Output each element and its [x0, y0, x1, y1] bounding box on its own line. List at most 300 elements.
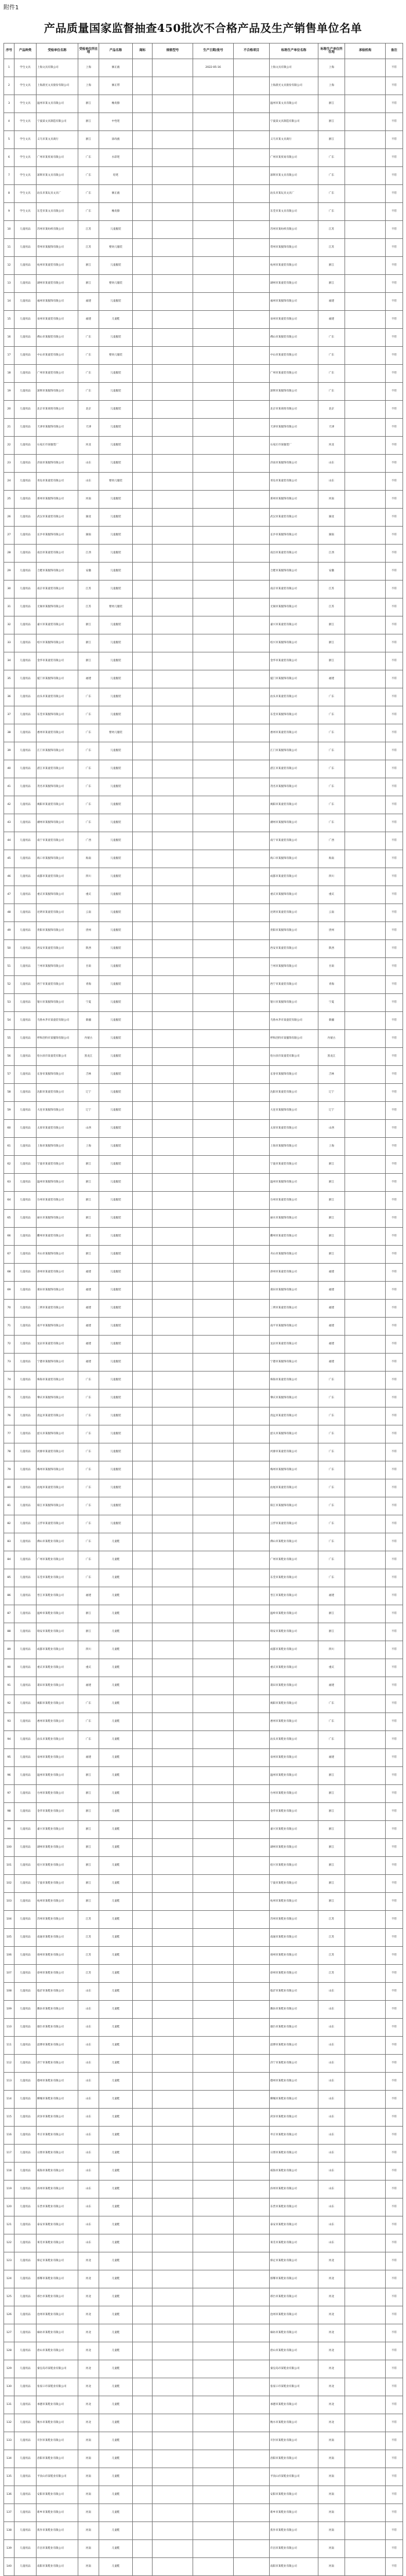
- table-cell: 儿童用品: [14, 275, 37, 293]
- table-cell: [133, 2432, 153, 2450]
- table-cell: [193, 167, 234, 185]
- table-cell: 不符: [386, 2163, 403, 2180]
- table-cell: 广东: [318, 1731, 345, 1749]
- table-cell: 惠州市某鞋业有限公司: [270, 1713, 318, 1731]
- table-cell: 78: [4, 1443, 14, 1461]
- table-cell: 46: [4, 868, 14, 886]
- table-cell: 不符: [386, 113, 403, 131]
- table-cell: 不符: [386, 2432, 403, 2450]
- table-cell: 儿童服装: [99, 616, 133, 634]
- table-row: [4, 1120, 403, 1138]
- table-row: [4, 2288, 403, 2306]
- table-cell: 浙江: [318, 652, 345, 670]
- table-cell: [345, 1965, 386, 1983]
- table-cell: 河南: [318, 2558, 345, 2576]
- table-row: [4, 1623, 403, 1641]
- table-cell: 江苏: [318, 1929, 345, 1947]
- table-cell: [133, 2091, 153, 2109]
- table-cell: [234, 1479, 270, 1497]
- table-cell: [133, 1210, 153, 1228]
- table-cell: 汕头市某鞋业有限公司: [270, 1731, 318, 1749]
- table-cell: 山东: [318, 455, 345, 473]
- table-cell: 淄博市某鞋业有限公司: [37, 2037, 78, 2055]
- table-cell: 儿童用品: [14, 1479, 37, 1497]
- table-cell: 儿童用品: [14, 832, 37, 850]
- table-cell: 儿童用品: [14, 1066, 37, 1084]
- table-cell: 云南: [78, 904, 99, 922]
- table-cell: [345, 491, 386, 509]
- table-cell: [234, 1983, 270, 2001]
- table-cell: [193, 95, 234, 113]
- table-cell: 山东: [318, 2037, 345, 2055]
- table-cell: 儿童用品: [14, 742, 37, 760]
- table-cell: 上海: [78, 1138, 99, 1156]
- table-cell: 儿童用品: [14, 1372, 37, 1389]
- table-cell: 不符: [386, 886, 403, 904]
- table-row: [4, 2109, 403, 2127]
- table-cell: [345, 1336, 386, 1354]
- table-cell: 橡皮擦: [99, 95, 133, 113]
- table-cell: [193, 598, 234, 616]
- table-cell: 上海: [318, 59, 345, 77]
- table-row: [4, 1138, 403, 1156]
- table-cell: 儿童鞋: [99, 2091, 133, 2109]
- table-cell: [133, 2127, 153, 2145]
- table-cell: 94: [4, 1731, 14, 1749]
- table-cell: 青岛市某童装有限公司: [270, 473, 318, 491]
- table-cell: [193, 1587, 234, 1605]
- table-cell: 许昌市某鞋业有限公司: [270, 2540, 318, 2558]
- table-cell: 102: [4, 1875, 14, 1893]
- table-cell: 常州市某服饰有限公司: [270, 239, 318, 257]
- table-cell: 呼和浩特市某服饰有限公司: [270, 1030, 318, 1048]
- table-cell: 41: [4, 778, 14, 796]
- table-cell: 广东: [78, 1372, 99, 1389]
- table-cell: [345, 1318, 386, 1336]
- table-cell: [345, 401, 386, 419]
- table-cell: 昆明市某童装有限公司: [270, 904, 318, 922]
- table-cell: [133, 2504, 153, 2522]
- table-cell: 96: [4, 1767, 14, 1785]
- table-cell: 64: [4, 1192, 14, 1210]
- table-cell: 儿童服装: [99, 1407, 133, 1425]
- table-cell: [234, 2414, 270, 2432]
- table-cell: 福建: [78, 1336, 99, 1354]
- table-cell: 邯郸市某鞋业有限公司: [37, 2270, 78, 2288]
- table-row: [4, 1893, 403, 1911]
- table-cell: 东莞市某鞋业有限公司: [270, 1569, 318, 1587]
- table-cell: 不符: [386, 1012, 403, 1030]
- table-cell: 邢台市某鞋业有限公司: [37, 2288, 78, 2306]
- table-cell: 不符: [386, 688, 403, 706]
- table-cell: 儿童用品: [14, 1929, 37, 1947]
- table-cell: [345, 2198, 386, 2216]
- table-cell: 不符: [386, 976, 403, 994]
- table-cell: 重庆: [78, 1659, 99, 1677]
- table-cell: [133, 1731, 153, 1749]
- table-cell: 43: [4, 814, 14, 832]
- table-cell: [153, 2558, 193, 2576]
- table-row: [4, 149, 403, 167]
- table-cell: [234, 1012, 270, 1030]
- table-cell: 儿童用品: [14, 2504, 37, 2522]
- table-cell: 江苏: [78, 1947, 99, 1965]
- table-cell: 青海: [318, 976, 345, 994]
- table-cell: 儿童服装: [99, 706, 133, 724]
- table-cell: 19: [4, 383, 14, 401]
- table-cell: 儿童用品: [14, 2091, 37, 2109]
- table-cell: [234, 1120, 270, 1138]
- table-cell: [345, 527, 386, 545]
- table-cell: 温州市某服饰有限公司: [37, 1174, 78, 1192]
- table-row: [4, 95, 403, 113]
- table-cell: 台州市某鞋业有限公司: [270, 1785, 318, 1803]
- table-cell: [193, 113, 234, 131]
- table-cell: [345, 113, 386, 131]
- table-cell: [133, 2306, 153, 2324]
- table-cell: [153, 149, 193, 167]
- column-header: 产品名称: [99, 43, 133, 59]
- table-cell: 不符: [386, 473, 403, 491]
- table-cell: [234, 473, 270, 491]
- table-cell: 儿童用品: [14, 473, 37, 491]
- table-cell: 湖北: [318, 509, 345, 527]
- table-cell: [345, 311, 386, 329]
- table-cell: 合肥市某服饰有限公司: [37, 563, 78, 580]
- table-cell: [153, 1659, 193, 1677]
- table-cell: 山东: [318, 2234, 345, 2252]
- table-cell: 不符: [386, 2198, 403, 2216]
- table-cell: 儿童用品: [14, 1192, 37, 1210]
- table-cell: 泉州市某鞋业有限公司: [37, 1749, 78, 1767]
- table-cell: 84: [4, 1551, 14, 1569]
- table-cell: 81: [4, 1497, 14, 1515]
- table-cell: [153, 2324, 193, 2342]
- table-cell: [153, 491, 193, 509]
- table-cell: 不符: [386, 994, 403, 1012]
- table-cell: 学生文具: [14, 113, 37, 131]
- table-cell: [153, 2504, 193, 2522]
- table-cell: 许昌市某鞋业有限公司: [37, 2540, 78, 2558]
- table-cell: 瑞安市某鞋业有限公司: [37, 1623, 78, 1641]
- table-cell: [234, 2163, 270, 2180]
- table-cell: 长沙市某服饰有限公司: [37, 527, 78, 545]
- table-cell: 不符: [386, 1372, 403, 1389]
- table-cell: [193, 1821, 234, 1839]
- table-cell: 张家口市某鞋业有限公司: [270, 2378, 318, 2396]
- table-cell: 上海晨光文具股份有限公司: [37, 77, 78, 95]
- table-cell: [345, 1084, 386, 1102]
- table-cell: [345, 2091, 386, 2109]
- table-cell: 台州市某童装有限公司: [37, 1192, 78, 1210]
- table-cell: [345, 2342, 386, 2360]
- table-cell: [133, 1120, 153, 1138]
- table-cell: 不符: [386, 1839, 403, 1857]
- table-cell: 青岛市某童装有限公司: [37, 473, 78, 491]
- table-cell: 21: [4, 419, 14, 437]
- table-cell: 衢州市某童装有限公司: [37, 1228, 78, 1246]
- table-cell: [153, 2198, 193, 2216]
- table-cell: [193, 670, 234, 688]
- table-cell: 扬州市某鞋业有限公司: [270, 1947, 318, 1965]
- table-cell: [133, 491, 153, 509]
- table-cell: 丽水市某服饰有限公司: [270, 1210, 318, 1228]
- table-cell: [133, 1605, 153, 1623]
- table-cell: 53: [4, 994, 14, 1012]
- table-cell: 112: [4, 2055, 14, 2073]
- table-cell: [153, 545, 193, 563]
- table-cell: 河北: [318, 2414, 345, 2432]
- table-cell: 儿童鞋: [99, 2540, 133, 2558]
- table-cell: [193, 940, 234, 958]
- table-cell: 江西: [318, 545, 345, 563]
- table-cell: 秦皇岛市某鞋业有限公司: [270, 2360, 318, 2378]
- table-cell: [193, 1677, 234, 1695]
- table-cell: 不符: [386, 2037, 403, 2055]
- table-cell: 儿童服装: [99, 383, 133, 401]
- table-cell: 不符: [386, 95, 403, 113]
- table-cell: 不符: [386, 2414, 403, 2432]
- table-cell: 130: [4, 2378, 14, 2396]
- table-cell: 儿童鞋: [99, 1893, 133, 1911]
- table-cell: 广东: [78, 1443, 99, 1461]
- table-cell: 儿童服装: [99, 940, 133, 958]
- table-row: [4, 257, 403, 275]
- table-cell: 133: [4, 2432, 14, 2450]
- table-cell: 莱芜市某鞋业有限公司: [270, 2234, 318, 2252]
- table-row: [4, 814, 403, 832]
- table-cell: 黑龙江: [318, 1048, 345, 1066]
- table-cell: [345, 1389, 386, 1407]
- table-cell: 山东: [318, 473, 345, 491]
- table-cell: [234, 976, 270, 994]
- table-cell: 泰安市某鞋业有限公司: [270, 2216, 318, 2234]
- table-row: [4, 1965, 403, 1983]
- table-cell: [193, 976, 234, 994]
- table-cell: [133, 1336, 153, 1354]
- table-cell: 绍兴市某服饰有限公司: [37, 634, 78, 652]
- table-cell: [345, 59, 386, 77]
- table-cell: 济南市某服饰有限公司: [37, 455, 78, 473]
- table-cell: 儿童鞋: [99, 2288, 133, 2306]
- table-row: [4, 742, 403, 760]
- table-cell: 儿童用品: [14, 1012, 37, 1030]
- table-cell: 儿童鞋: [99, 1875, 133, 1893]
- table-cell: 上海文具有限公司: [37, 59, 78, 77]
- table-cell: 太原市某童装有限公司: [37, 1120, 78, 1138]
- table-row: [4, 2073, 403, 2091]
- table-cell: 儿童用品: [14, 1389, 37, 1407]
- table-cell: [133, 1066, 153, 1084]
- table-cell: 重庆市某服饰有限公司: [37, 886, 78, 904]
- table-cell: 韶关市某服饰有限公司: [270, 1425, 318, 1443]
- table-cell: 阳江市某服饰有限公司: [37, 1497, 78, 1515]
- table-cell: [153, 419, 193, 437]
- table-cell: 浙江: [78, 1246, 99, 1264]
- table-cell: [153, 832, 193, 850]
- table-row: [4, 1767, 403, 1785]
- table-cell: 不符: [386, 1102, 403, 1120]
- table-cell: 儿童用品: [14, 2432, 37, 2450]
- table-cell: [234, 1210, 270, 1228]
- table-cell: 104: [4, 1911, 14, 1929]
- table-cell: [193, 2037, 234, 2055]
- column-header: 受检单位所在地: [78, 43, 99, 59]
- table-cell: [193, 2216, 234, 2234]
- table-cell: 儿童鞋: [99, 2127, 133, 2145]
- table-cell: 26: [4, 509, 14, 527]
- table-cell: 山东: [78, 455, 99, 473]
- table-cell: 131: [4, 2396, 14, 2414]
- table-cell: [234, 2234, 270, 2252]
- table-cell: 金华市某童装有限公司: [270, 652, 318, 670]
- table-cell: [133, 419, 153, 437]
- table-row: [4, 1911, 403, 1929]
- table-cell: 127: [4, 2324, 14, 2342]
- table-cell: 儿童服装: [99, 419, 133, 437]
- table-cell: [153, 2037, 193, 2055]
- table-row: [4, 1749, 403, 1767]
- table-row: [4, 437, 403, 455]
- table-cell: [153, 2378, 193, 2396]
- table-cell: 临沂市某鞋业有限公司: [270, 1983, 318, 2001]
- table-cell: [133, 185, 153, 203]
- table-cell: 儿童鞋: [99, 2180, 133, 2198]
- table-row: [4, 652, 403, 670]
- table-cell: [133, 509, 153, 527]
- table-cell: 儿童用品: [14, 1515, 37, 1533]
- table-cell: 金华市某童装有限公司: [37, 652, 78, 670]
- table-cell: [153, 976, 193, 994]
- table-cell: [133, 1803, 153, 1821]
- table-cell: [133, 2216, 153, 2234]
- table-cell: 56: [4, 1048, 14, 1066]
- table-cell: [133, 1659, 153, 1677]
- table-cell: [153, 670, 193, 688]
- column-header: 商标: [133, 43, 153, 59]
- table-cell: [133, 598, 153, 616]
- table-cell: 广州市某童装有限公司: [270, 365, 318, 383]
- table-cell: 不符: [386, 1965, 403, 1983]
- table-cell: [345, 473, 386, 491]
- table-cell: [153, 2432, 193, 2450]
- table-cell: 18: [4, 365, 14, 383]
- table-cell: 儿童用品: [14, 850, 37, 868]
- table-cell: 不符: [386, 167, 403, 185]
- table-cell: 福建: [318, 1677, 345, 1695]
- table-cell: [234, 401, 270, 419]
- table-cell: 儿童服装: [99, 634, 133, 652]
- table-cell: 儿童用品: [14, 1084, 37, 1102]
- table-cell: [234, 1264, 270, 1282]
- table-row: [4, 1947, 403, 1965]
- table-row: [4, 2127, 403, 2145]
- table-cell: 湖州市某鞋业有限公司: [37, 1839, 78, 1857]
- table-cell: 浙江: [318, 131, 345, 149]
- table-row: [4, 1066, 403, 1084]
- table-cell: [133, 1929, 153, 1947]
- table-cell: 儿童用品: [14, 670, 37, 688]
- table-cell: 儿童用品: [14, 2019, 37, 2037]
- table-cell: 开封市某鞋业有限公司: [37, 2432, 78, 2450]
- table-row: [4, 1479, 403, 1497]
- table-cell: [133, 293, 153, 311]
- table-cell: 浙江: [78, 1192, 99, 1210]
- table-cell: [345, 1569, 386, 1587]
- table-cell: 儿童用品: [14, 2468, 37, 2486]
- table-cell: 儿童服装: [99, 958, 133, 976]
- table-cell: [234, 1030, 270, 1048]
- table-row: [4, 1713, 403, 1731]
- table-cell: [153, 167, 193, 185]
- table-row: [4, 778, 403, 796]
- table-cell: 聊城市某鞋业有限公司: [37, 2091, 78, 2109]
- table-cell: [153, 257, 193, 275]
- table-cell: 福建: [318, 293, 345, 311]
- table-cell: 儿童用品: [14, 491, 37, 509]
- table-cell: 广东: [78, 149, 99, 167]
- table-cell: [234, 1911, 270, 1929]
- table-cell: [153, 958, 193, 976]
- table-cell: [153, 455, 193, 473]
- table-row: [4, 2558, 403, 2576]
- table-row: [4, 2091, 403, 2109]
- table-cell: [234, 2288, 270, 2306]
- table-cell: [345, 670, 386, 688]
- table-cell: 91: [4, 1677, 14, 1695]
- table-cell: 113: [4, 2073, 14, 2091]
- table-cell: [234, 1102, 270, 1120]
- table-row: [4, 1515, 403, 1533]
- table-cell: 儿童服装: [99, 545, 133, 563]
- table-cell: 台州市某童装有限公司: [270, 1192, 318, 1210]
- table-cell: 广东: [78, 1551, 99, 1569]
- table-cell: 105: [4, 1929, 14, 1947]
- table-cell: [133, 1228, 153, 1246]
- table-cell: 儿童用品: [14, 976, 37, 994]
- table-cell: [234, 1138, 270, 1156]
- table-cell: 婴幼儿服装: [99, 275, 133, 293]
- table-cell: 天津: [318, 419, 345, 437]
- table-cell: [345, 1282, 386, 1300]
- table-cell: 福建: [318, 670, 345, 688]
- table-cell: 不符: [386, 1425, 403, 1443]
- table-cell: [234, 670, 270, 688]
- table-cell: 重庆: [318, 1659, 345, 1677]
- table-cell: 重庆: [318, 886, 345, 904]
- table-cell: 儿童服装: [99, 1174, 133, 1192]
- table-cell: 福建: [78, 1354, 99, 1372]
- table-row: [4, 940, 403, 958]
- table-cell: 山东: [318, 2127, 345, 2145]
- table-cell: 儿童用品: [14, 2360, 37, 2378]
- table-cell: [133, 131, 153, 149]
- table-cell: 59: [4, 1102, 14, 1120]
- table-cell: [133, 1030, 153, 1048]
- table-cell: [133, 113, 153, 131]
- table-cell: 浙江: [318, 1246, 345, 1264]
- table-cell: [345, 2288, 386, 2306]
- table-cell: 晋江市某鞋业有限公司: [270, 1587, 318, 1605]
- table-cell: [153, 1695, 193, 1713]
- table-cell: 江苏: [78, 1911, 99, 1929]
- table-cell: 邢台市某鞋业有限公司: [270, 2288, 318, 2306]
- table-cell: 儿童用品: [14, 706, 37, 724]
- table-cell: [345, 724, 386, 742]
- table-cell: 浙江: [318, 95, 345, 113]
- table-cell: [234, 778, 270, 796]
- table-cell: [153, 77, 193, 95]
